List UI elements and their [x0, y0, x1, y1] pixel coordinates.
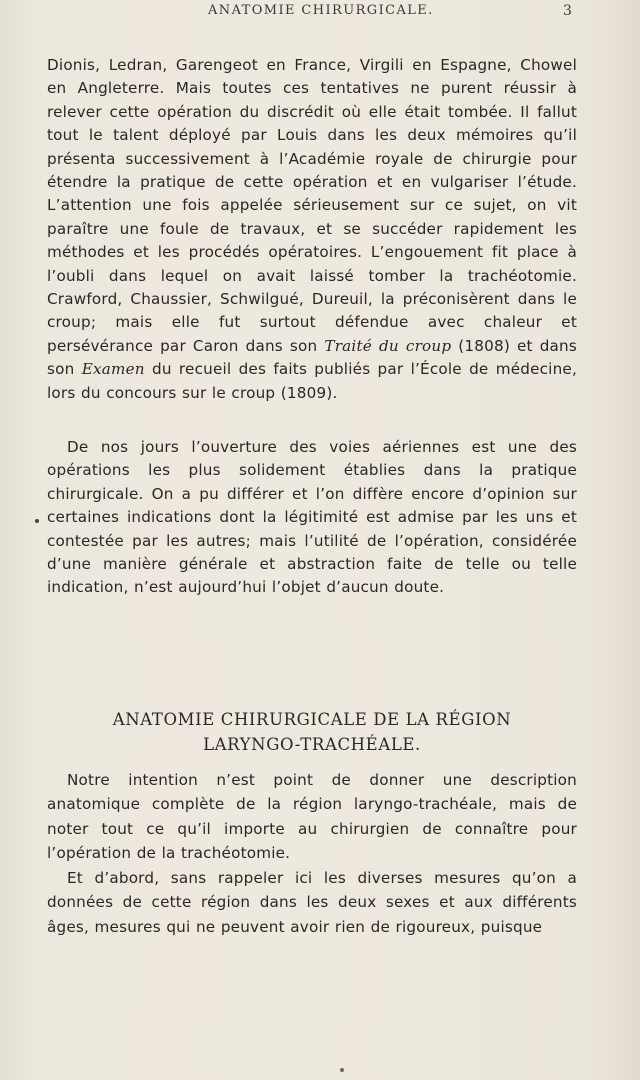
printing-speck — [340, 1068, 344, 1072]
paragraph-history — [47, 54, 577, 405]
running-head: ANATOMIE CHIRURGICALE. — [208, 3, 434, 18]
paragraph-history-mid: (1808) et dans son — [47, 336, 577, 379]
section-heading — [47, 707, 577, 757]
paragraph-measures: Et d’abord, sans rappeler ici les diverses mesures qu’on a données de cette région dans les deux sexes et aux différents âges, mesures qui ne peuvent avoir rien de rigoureux, puisque — [47, 869, 577, 936]
page-number: 3 — [563, 3, 572, 19]
margin-mark — [35, 519, 39, 523]
title-examen: Examen — [81, 360, 145, 379]
title-traite-du-croup: Traité du croup — [324, 336, 452, 355]
paragraph-history-text: Dionis, Ledran, Garengeot en France, Virgili en Espagne, Chowel en Angleterre. Mais toutes ces tentatives ne purent réussir à relever cette opération du discrédit où elle était tombée. Il fallut tout le talent déployé par Louis dans les deux mémoires qu’il présenta successivement à l’Académie royale de chirurgie pour étendre la pratique de cette opération et en vulgariser l’étude. L’attention une fois appelée sérieusement sur ce sujet, on vit paraître une foule de travaux, et se succéder rapidement les méthodes et les procédés opératoires. L’engouement fit place à l’oubli dans lequel on avait laissé tomber la trachéotomie. Crawford, Chaussier, Schwilgué, Dureuil, la préconisèrent dans le croup; mais elle fut surtout défendue avec chaleur et persévérance par Caron dans son — [47, 56, 577, 355]
section-heading-line1: ANATOMIE CHIRURGICALE DE LA RÉGION — [112, 710, 512, 729]
paragraph-modern-practice: De nos jours l’ouverture des voies aériennes est une des opérations les plus solidement établies dans la pratique chirurgicale. On a pu différer et l’on diffère encore d’opinion sur certaines indications dont la légitimité est admise par les uns et contestée par les autres; mais l’utilité de l’opération, considérée d’une manière générale et abstraction faite de telle ou telle indication, n’est aujourd’hui l’objet d’aucun doute. — [47, 438, 577, 597]
paragraph-intention: Notre intention n’est point de donner une description anatomique complète de la région laryngo-trachéale, mais de noter tout ce qu’il importe au chirurgien de connaître pour l’opération de la trachéotomie. — [47, 771, 577, 863]
paragraph-history-end: du recueil des faits publiés par l’École de médecine, lors du concours sur le croup (1809). — [47, 360, 577, 402]
section-heading-line2: LARYNGO-TRACHÉALE. — [203, 735, 421, 754]
